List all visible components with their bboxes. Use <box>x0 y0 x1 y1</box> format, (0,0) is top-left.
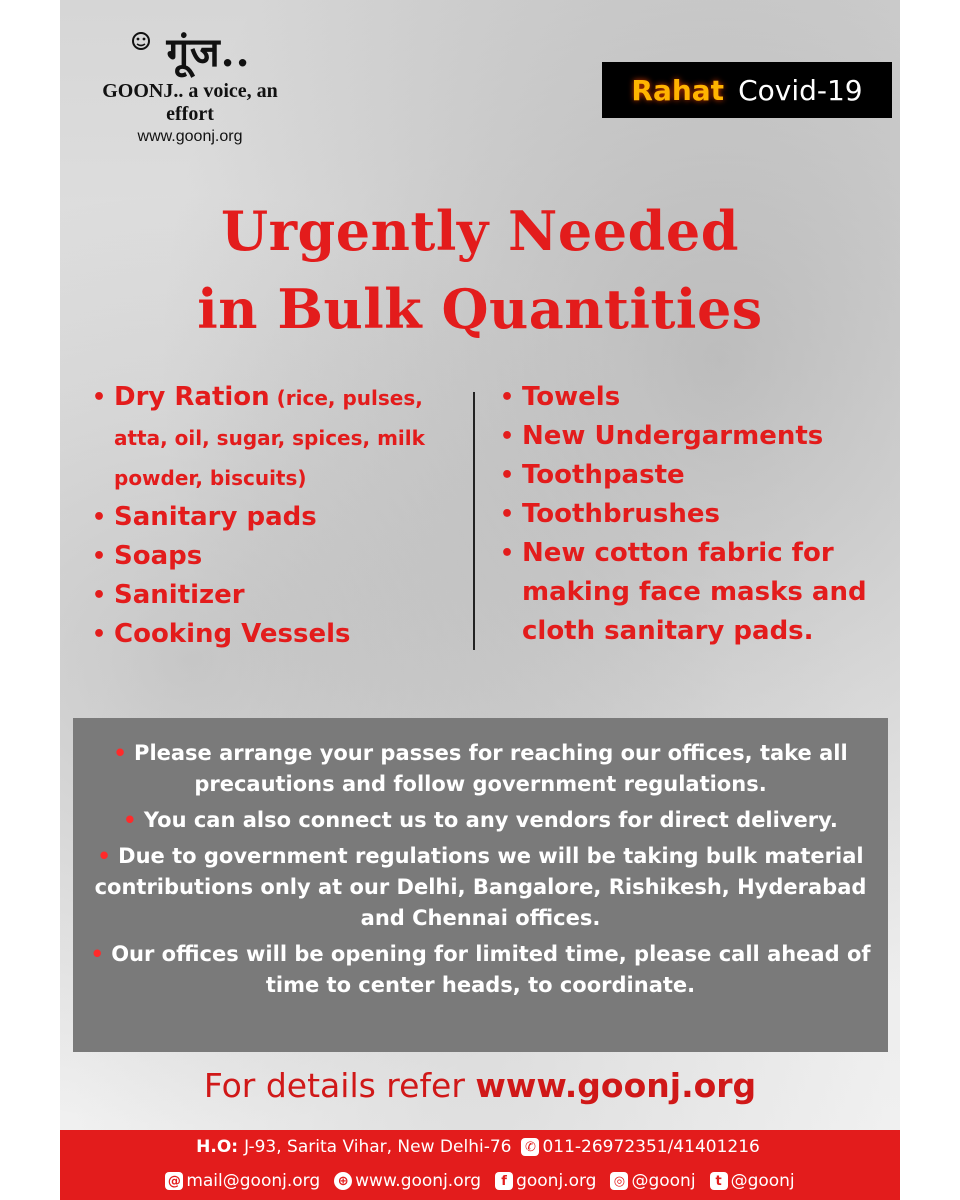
notice-item <box>73 805 888 836</box>
notice-item <box>73 939 888 1001</box>
logo-mark <box>80 30 300 76</box>
notice-text: Due to government regulations we will be taking bulk material contributions only at our Delhi, Bangalore, Rishikesh, Hyderabad and Chennai offices. <box>94 844 867 930</box>
globe-icon: ⊕ <box>334 1172 352 1190</box>
email-icon: @ <box>165 1172 183 1190</box>
footer-row-address <box>60 1130 900 1164</box>
needed-items-right <box>500 378 900 651</box>
bullet-icon: • <box>90 942 112 966</box>
notice-item <box>73 738 888 800</box>
bullet-icon: • <box>500 424 515 449</box>
rahat-covid-badge <box>602 62 892 118</box>
headline-line-1: Urgently Needed <box>221 199 739 263</box>
list-item <box>500 495 900 534</box>
list-item <box>92 537 462 576</box>
email-link[interactable]: mail@goonj.org <box>186 1171 321 1191</box>
bullet-icon: • <box>92 583 107 608</box>
bullet-icon: • <box>113 741 135 765</box>
item-main: New Undergarments <box>522 421 824 451</box>
instagram-icon: ◎ <box>610 1172 628 1190</box>
bullet-icon: • <box>500 541 515 566</box>
covid-label: Covid-19 <box>738 73 863 107</box>
item-main: Dry Ration <box>114 382 270 412</box>
details-prefix: For details refer <box>203 1066 476 1105</box>
notice-box <box>73 718 888 1052</box>
item-main: Toothbrushes <box>522 499 720 529</box>
notice-text: Our offices will be opening for limited time, please call ahead of time to center heads, to coordinate. <box>111 942 871 997</box>
list-item <box>92 615 462 654</box>
notice-text: You can also connect us to any vendors for direct delivery. <box>143 808 838 832</box>
instagram-link[interactable]: @goonj <box>631 1171 696 1191</box>
item-sub: (rice, pulses, atta, oil, sugar, spices, milk powder, biscuits) <box>114 386 425 490</box>
notice-text: Please arrange your passes for reaching our offices, take all precautions and follow government regulations. <box>134 741 848 796</box>
logo-mark-text: गूंज.. <box>166 29 251 76</box>
item-main: Soaps <box>114 541 203 571</box>
bullet-icon: • <box>92 505 107 530</box>
bullet-icon: • <box>92 544 107 569</box>
headline-line-2: in Bulk Quantities <box>197 277 763 341</box>
bullet-icon: • <box>92 622 107 647</box>
phone-text[interactable]: 011-26972351/41401216 <box>542 1137 760 1157</box>
bullet-icon: • <box>123 808 144 832</box>
goonj-logo <box>80 30 300 146</box>
item-main: Toothpaste <box>522 460 685 490</box>
twitter-item <box>710 1171 795 1191</box>
web-link[interactable]: www.goonj.org <box>355 1171 482 1191</box>
item-main: Sanitizer <box>114 580 245 610</box>
headline <box>60 192 900 348</box>
face-icon <box>130 30 152 52</box>
list-item <box>500 456 900 495</box>
bullet-icon: • <box>500 463 515 488</box>
list-item <box>500 534 900 651</box>
logo-tagline: GOONJ.. a voice, an effort <box>102 80 278 125</box>
twitter-link[interactable]: @goonj <box>730 1171 795 1191</box>
twitter-icon: t <box>710 1172 728 1190</box>
item-main: Towels <box>522 382 621 412</box>
instagram-item <box>610 1171 695 1191</box>
bullet-icon: • <box>92 385 107 410</box>
notice-item <box>73 841 888 934</box>
list-item <box>92 576 462 615</box>
phone-icon: ✆ <box>521 1138 539 1156</box>
facebook-icon: f <box>495 1172 513 1190</box>
logo-url: www.goonj.org <box>137 128 243 145</box>
ho-label: H.O: <box>196 1137 239 1157</box>
footer-row-contacts <box>60 1164 900 1198</box>
needed-items-left <box>92 378 462 654</box>
list-item <box>92 498 462 537</box>
list-item <box>500 417 900 456</box>
item-main: Sanitary pads <box>114 502 317 532</box>
details-line <box>60 1066 900 1105</box>
bullet-icon: • <box>97 844 119 868</box>
bullet-icon: • <box>500 502 515 527</box>
item-main: New cotton fabric for making face masks and cloth sanitary pads. <box>522 538 867 646</box>
details-url-link[interactable]: www.goonj.org <box>475 1066 757 1105</box>
email-item <box>165 1171 320 1191</box>
phone-item <box>521 1137 759 1157</box>
list-item <box>92 378 462 498</box>
facebook-link[interactable]: goonj.org <box>516 1171 597 1191</box>
rahat-label: Rahat <box>631 73 725 107</box>
facebook-item <box>495 1171 596 1191</box>
web-item <box>334 1171 481 1191</box>
bullet-icon: • <box>500 385 515 410</box>
address-text: J-93, Sarita Vihar, New Delhi-76 <box>244 1137 512 1157</box>
list-item <box>500 378 900 417</box>
column-divider <box>473 392 475 650</box>
item-main: Cooking Vessels <box>114 619 351 649</box>
footer-bar <box>60 1130 900 1200</box>
